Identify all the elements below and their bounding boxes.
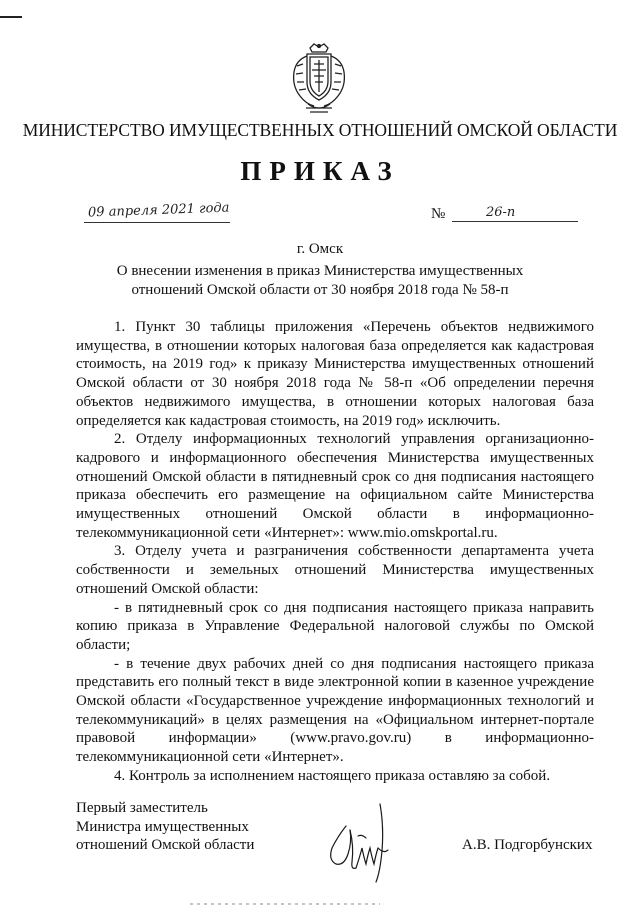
date-underline <box>84 222 230 223</box>
order-number: 26-п <box>486 205 516 220</box>
scan-corner-mark <box>0 16 22 18</box>
document-type-heading: ПРИКАЗ <box>240 156 400 186</box>
paragraph-3-item-a: - в пятидневный срок со дня подписания настоящего приказа направить копию приказа в Управление Федеральной налоговой службы по Омской области; <box>76 599 594 653</box>
signatory-title-line: Министра имущественных <box>76 818 249 835</box>
signatory-title <box>76 799 254 855</box>
ministry-title: МИНИСТЕРСТВО ИМУЩЕСТВЕННЫХ ОТНОШЕНИЙ ОМСКОЙ ОБЛАСТИ <box>22 120 618 140</box>
paragraph-3-item-b: - в течение двух рабочих дней со дня подписания настоящего приказа представить его полный текст в виде электронной копии в казенное учреждение Омской области «Государственное учреждение информационных технологий и телекоммуникаций» в целях размещения на «Официальном интернет-портале правовой информации» (www.pravo.gov.ru) в информационно-телекоммуникационной сети «Интернет». <box>76 655 594 766</box>
order-body <box>76 318 594 786</box>
number-underline <box>452 221 578 222</box>
paragraph-3: 3. Отделу учета и разграничения собственности департамента учета собственности и земельных отношений Министерства имущественных отношений Омской области: <box>76 543 594 597</box>
paragraph-1: 1. Пункт 30 таблицы приложения «Перечень объектов недвижимого имущества, в отношении которых налоговая база определяется как кадастровая стоимость, на 2019 год» к приказу Министерства имущественных отношений Омской области от 30 ноября 2018 года № 58-п «Об определении перечня объектов недвижимого имущества, в отношении которых налоговая база определяется как кадастровая стоимость, на 2019 год» исключить. <box>76 319 594 429</box>
paragraph-4: 4. Контроль за исполнением настоящего приказа оставляю за собой. <box>114 767 551 784</box>
order-subject <box>110 262 530 300</box>
paragraph-2: 2. Отделу информационных технологий управления организационно-кадрового и информационного обеспечения Министерства имущественных отношений Омской области в пятидневный срок со дня подписания настоящего приказа обеспечить его размещение на официальном сайте Министерства имущественных отношений Омской области в информационно-телекоммуникационной сети «Интернет»: www.mio.omskportal.ru. <box>76 431 594 541</box>
city: г. Омск <box>296 241 344 257</box>
subject-line: О внесении изменения в приказ Министерства имущественных <box>116 263 524 279</box>
signatory-title-line: отношений Омской области <box>76 837 255 854</box>
subject-line: отношений Омской области от 30 ноября 2018 года № 58-п <box>131 282 509 298</box>
order-date: 09 апреля 2021 года <box>87 200 230 221</box>
coat-of-arms-icon <box>288 42 350 116</box>
order-number-label: № <box>431 206 446 222</box>
handwritten-signature <box>318 796 413 886</box>
signatory-name: А.В. Подгорбунских <box>462 837 593 853</box>
signatory-title-line: Первый заместитель <box>76 800 208 816</box>
